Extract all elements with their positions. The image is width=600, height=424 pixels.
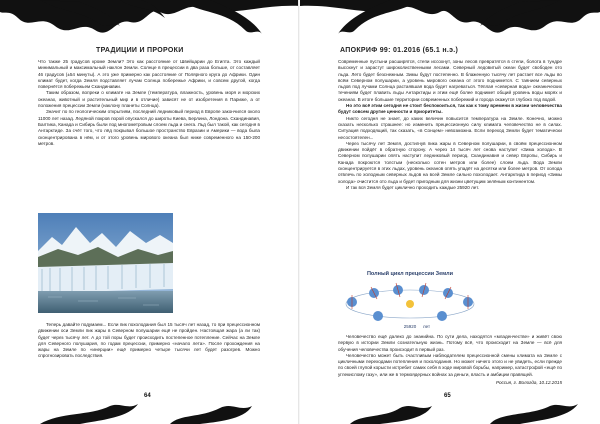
paragraph: Человечество может быть счастливым наблюдателем прецессионной смены климата на Земле с цикличными переходами потепления и похолодания. Но может ничего этого и не увидеть, если прежде по своей глупой корысти истребит самих себя в ходе мировой борьбы, например, катастрофой «ещё по углекислому газу», или же в термоядерных войнах за деньги, власть и амбиции правящей. (338, 352, 562, 377)
tribal-ornament-icon (300, 0, 600, 46)
paragraph: Таким образом, вопреки о климате на Земле (температура, влажность, уровень моря и морских океанах, животный и растительный мир и в отличие) зависят не от изобретения в Париже, а от положения прецессии Земли (наклону планеты Солнца). (38, 90, 260, 109)
diagram-years-label: 25920 (403, 324, 417, 329)
page-number: 65 (444, 393, 451, 399)
paragraph: Человечество ещё далеко до знанийна. По сути дела, находятся «младенчестве» и живёт свою первую в истории Земли сознательную жизнь. Потому всё, что происходит на Земле — всё для обучения человечества происходит в первый раз. (338, 334, 562, 352)
sun-icon (406, 300, 414, 308)
page-number: 64 (144, 393, 151, 399)
paragraph: Теперь давайте подумаем... Если пик похолодания был 15 тысяч лет назад, то при прецессионном движении оси Земли пик жары в Северном полушарии ещё не пройден. Настоящая жара (а ли так) будет через тысячу лет. А до той поры будет происходить постепенное потепление. Сейчас на Земле для Северного полушария, по годам прецессии, примерно «начало лета». После прохождения на жары на Земле по «инерции» ещё примерно четыре тысячи лет будет разогрев. Можно спрогнозировать последствия. (38, 322, 260, 359)
signature-line: Россия, г. Вологда, 10.12.2015 (495, 380, 562, 386)
diagram-title: Полный цикл прецессии Земли (366, 271, 454, 277)
body-text-top (38, 59, 260, 147)
body-text-top (338, 59, 562, 191)
highlighted-text: Но это всё этим сегодня не стоит беспокоиться, так как к тому времени в жизни человечества будут совсем другие ценности и приоритеты. (338, 103, 562, 115)
diagram-unit-label: лет (423, 324, 431, 329)
paragraph: Значит по по геологическим открытиям, последний ледниковый период в Европе закончился около 11000 лет назад. Ледяной покров порой опускался до широты Киева, Берлина, Лондона. Скандинавия, Балтика, Канада и Сибирь были под многометровым слоем льда и снега. Льд был такой, как сегодня в Антарктиде. За счёт того, что лёд покрывал большое пространство Евразии и Америки — вода была сконцентрирована в нём, и от этого уровень мирового океана был ниже современного на 150-200 метров. (38, 109, 260, 146)
tribal-ornament-icon (0, 0, 300, 46)
paragraph (338, 103, 562, 116)
right-page (300, 0, 600, 424)
body-text-bottom (338, 334, 562, 386)
paragraph: И так вся Земля будет циклично проходить каждые 25920 лет. (346, 184, 480, 190)
paragraph: Никто сегодня не знает, до каких величин повысится температура на Земле. Конечно, можно сказать несколько страшнее: но изменить прецессионную силу климата человечество не в силах. Ситуация подходящий, так сказать, «в Сонцем» невозможна. Если переход Земли будет тематически несостоятелен... (338, 115, 562, 140)
paragraph: Современные пустыни расширятся, степи иссохнут, зоны лесов превратятся в степи, болота в тундре высохнут и зарастут широколиственными лесами. Северный ледовитый океан будет свободен ото льда. Лето будет безснежным. Зимы будут постепенно. В блаженную тысячу лет растает все льды во всём Северном полушарии, а уровень мирового океана от этого поднимется. С таянием северных льдов под лучами Солнца растаявшая вода будет нагреваться. Тёплая «северная вода» океанических течениям будет плавить льды Антарктиды и этим ещё более поднимет общий уровень воды морях и океанах. В итоге большие территории современных побережий и города окажутся глубоко под водой. (338, 59, 562, 102)
body-text-bottom (38, 322, 260, 360)
precession-diagram (338, 268, 482, 330)
glacier-photo (38, 213, 173, 313)
paragraph: Через тысячу лет Земля, достигнув пика жары в Северном полушарии, в своём прецессионном движении пойдёт в обратную сторону. А через 14 тысяч лет снова наступит «Зима холода». В Северном полушарии опять наступит ледниковый период. Скандинавия и север Европы, Сибирь и Канада покроются толстым (несколько сотен метров или более) слоем льда. Вода Земли сконцентрируется в этих льдах, уровень океанов опять упадёт на десятки или более метров. От холода отвлечь по холодным северных льдов на всей Земле сильно похолодает. Антарктида в период «Зимы холода» очистится ото льда и будет пригодным для жизни цветущим зелёным континентом. (338, 140, 562, 184)
running-head: АПОКРИФ 99: 01.2016 (65.1 н.э.) (340, 47, 459, 54)
paragraph: Что также 25 градусов кроме Земли? Это как расстояние от Швейцарии до Египта. Это каждый минимальный и максимальный наклон Земли. Солнце в прецессии в два раза больше, от составляет 46 градусов (±54 минуты). А это уже примерно как расстояние от Полярного круга до Африки. Один климат будет, когда Земля подставляет лучам Солнца побережье Африки, и совсем другой, когда повернётся побережьем Скандинавии. (38, 59, 260, 90)
running-head: ТРАДИЦИИ И ПРОРОКИ (96, 47, 184, 54)
footer-ornament-icon (0, 398, 300, 424)
footer-ornament-icon (300, 398, 600, 424)
